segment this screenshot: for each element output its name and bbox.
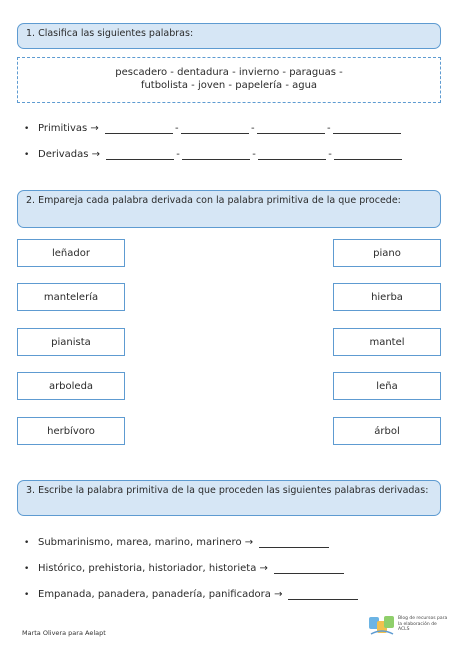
separator: - bbox=[328, 149, 332, 160]
primitive-word: piano bbox=[373, 247, 401, 259]
primitive-word: leña bbox=[376, 380, 398, 392]
answer-blank[interactable] bbox=[181, 123, 249, 134]
answer-blank[interactable] bbox=[333, 123, 401, 134]
derived-word: mantelería bbox=[43, 291, 99, 303]
primitive-word: mantel bbox=[369, 336, 405, 348]
derived-group-text: Empanada, panadera, panadería, panificadora → bbox=[38, 589, 283, 600]
bullet: • bbox=[24, 590, 30, 600]
primitive-word: hierba bbox=[371, 291, 403, 303]
section1-title: 1. Clasifica las siguientes palabras: bbox=[26, 28, 194, 39]
derivadas-label: Derivadas → bbox=[38, 149, 101, 160]
logo-caption: Blog de recursos para la elaboración de ACLS bbox=[398, 616, 448, 632]
word-list-line-1: pescadero - dentadura - invierno - paraguas - bbox=[115, 67, 343, 78]
derived-group-row bbox=[24, 560, 344, 574]
derivadas-row bbox=[24, 146, 402, 160]
derived-word-box[interactable] bbox=[17, 372, 125, 400]
derived-word-box[interactable] bbox=[17, 328, 125, 356]
answer-blank[interactable] bbox=[182, 149, 250, 160]
bullet: • bbox=[24, 538, 30, 548]
answer-blank[interactable] bbox=[106, 149, 174, 160]
derived-group-row bbox=[24, 586, 358, 600]
primitive-word-box[interactable] bbox=[333, 372, 441, 400]
derived-group-text: Histórico, prehistoria, historiador, historieta → bbox=[38, 563, 268, 574]
answer-blank[interactable] bbox=[288, 589, 358, 600]
derived-word-box[interactable] bbox=[17, 417, 125, 445]
word-list-line-2: futbolista - joven - papelería - agua bbox=[140, 80, 318, 91]
bullet: • bbox=[24, 124, 30, 134]
answer-blank[interactable] bbox=[258, 149, 326, 160]
answer-blank[interactable] bbox=[105, 123, 173, 134]
primitive-word-box[interactable] bbox=[333, 417, 441, 445]
primitive-word-box[interactable] bbox=[333, 239, 441, 267]
answer-blank[interactable] bbox=[274, 563, 344, 574]
separator: - bbox=[174, 123, 179, 134]
primitivas-row bbox=[24, 120, 401, 134]
bullet: • bbox=[24, 564, 30, 574]
derived-word-box[interactable] bbox=[17, 283, 125, 311]
primitive-word: árbol bbox=[374, 425, 400, 437]
separator: - bbox=[176, 149, 180, 160]
section3-header bbox=[17, 480, 441, 516]
section2-title: 2. Empareja cada palabra derivada con la palabra primitiva de la que procede: bbox=[26, 195, 401, 206]
primitivas-label: Primitivas → bbox=[38, 123, 99, 134]
section1-header bbox=[17, 23, 441, 49]
derived-group-row bbox=[24, 534, 329, 548]
section2-header bbox=[17, 190, 441, 228]
author-credit: Marta Olivera para Aelapt bbox=[22, 629, 106, 637]
section3-title: 3. Escribe la palabra primitiva de la que proceden las siguientes palabras derivadas: bbox=[26, 485, 429, 496]
separator: - bbox=[252, 149, 256, 160]
derived-word: herbívoro bbox=[47, 425, 95, 437]
separator: - bbox=[326, 123, 331, 134]
derived-word: leñador bbox=[52, 247, 90, 259]
answer-blank[interactable] bbox=[259, 537, 329, 548]
primitive-word-box[interactable] bbox=[333, 283, 441, 311]
derived-word: arboleda bbox=[48, 380, 94, 392]
derived-word-box[interactable] bbox=[17, 239, 125, 267]
aelapt-logo-icon bbox=[368, 614, 396, 638]
derived-word: pianista bbox=[51, 336, 91, 348]
answer-blank[interactable] bbox=[257, 123, 325, 134]
derived-group-text: Submarinismo, marea, marino, marinero → bbox=[38, 537, 254, 548]
separator: - bbox=[250, 123, 255, 134]
bullet: • bbox=[24, 150, 30, 160]
word-list-box bbox=[17, 57, 441, 103]
primitive-word-box[interactable] bbox=[333, 328, 441, 356]
answer-blank[interactable] bbox=[334, 149, 402, 160]
